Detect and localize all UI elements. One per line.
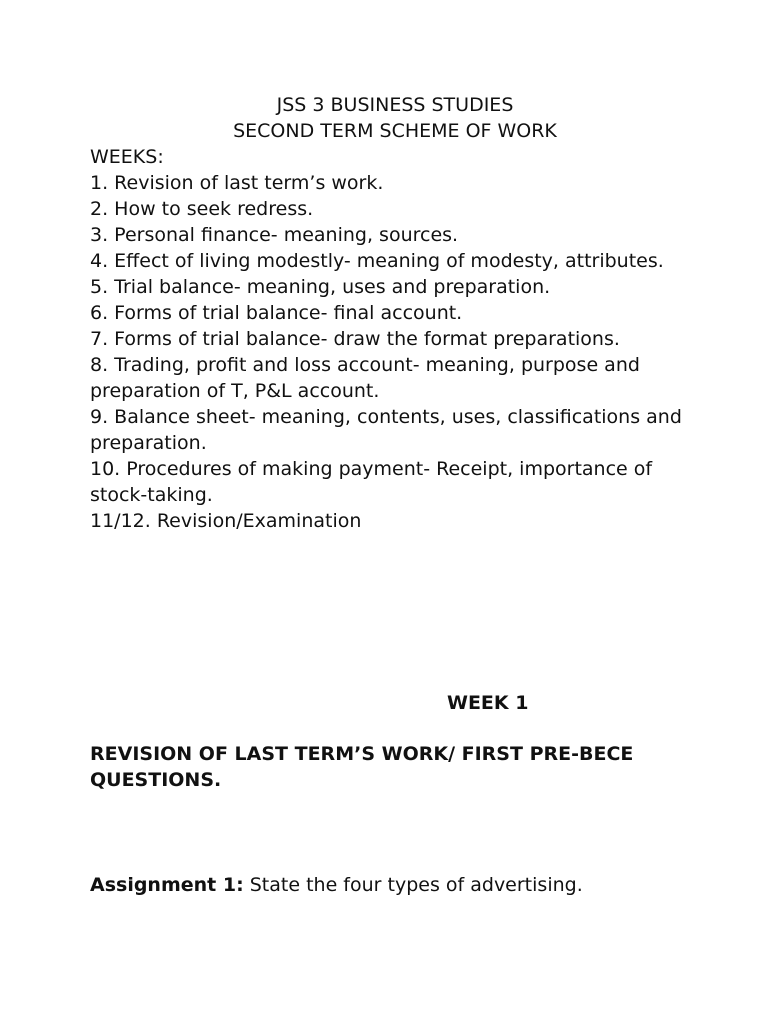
- week-item: 9. Balance sheet- meaning, contents, uses, classifications and preparation.: [90, 406, 682, 454]
- week-item: 4. Effect of living modestly- meaning of modesty, attributes.: [90, 250, 664, 272]
- document-subtitle: SECOND TERM SCHEME OF WORK: [233, 120, 557, 142]
- week-item: 6. Forms of trial balance- final account.: [90, 302, 463, 324]
- week-item: 7. Forms of trial balance- draw the format preparations.: [90, 328, 620, 350]
- weeks-heading: WEEKS:: [90, 146, 164, 168]
- week-item: 8. Trading, profit and loss account- meaning, purpose and preparation of T, P&L account.: [90, 354, 640, 402]
- week-item: 2. How to seek redress.: [90, 198, 314, 220]
- week-1-topic: REVISION OF LAST TERM’S WORK/ FIRST PRE-BECE QUESTIONS.: [90, 743, 634, 791]
- scheme-of-work-section: [90, 92, 690, 534]
- week-item: 11/12. Revision/Examination: [90, 510, 362, 532]
- assignment-label: Assignment 1:: [90, 874, 244, 896]
- week-item: 5. Trial balance- meaning, uses and preparation.: [90, 276, 551, 298]
- assignment-1: [90, 872, 690, 898]
- week-item: 1. Revision of last term’s work.: [90, 172, 384, 194]
- week-1-heading: WEEK 1: [447, 692, 529, 714]
- week-item: 10. Procedures of making payment- Receipt, importance of stock-taking.: [90, 458, 653, 506]
- assignment-text: State the four types of advertising.: [243, 874, 583, 896]
- week-item: 3. Personal finance- meaning, sources.: [90, 224, 459, 246]
- document-title: JSS 3 BUSINESS STUDIES: [276, 94, 514, 116]
